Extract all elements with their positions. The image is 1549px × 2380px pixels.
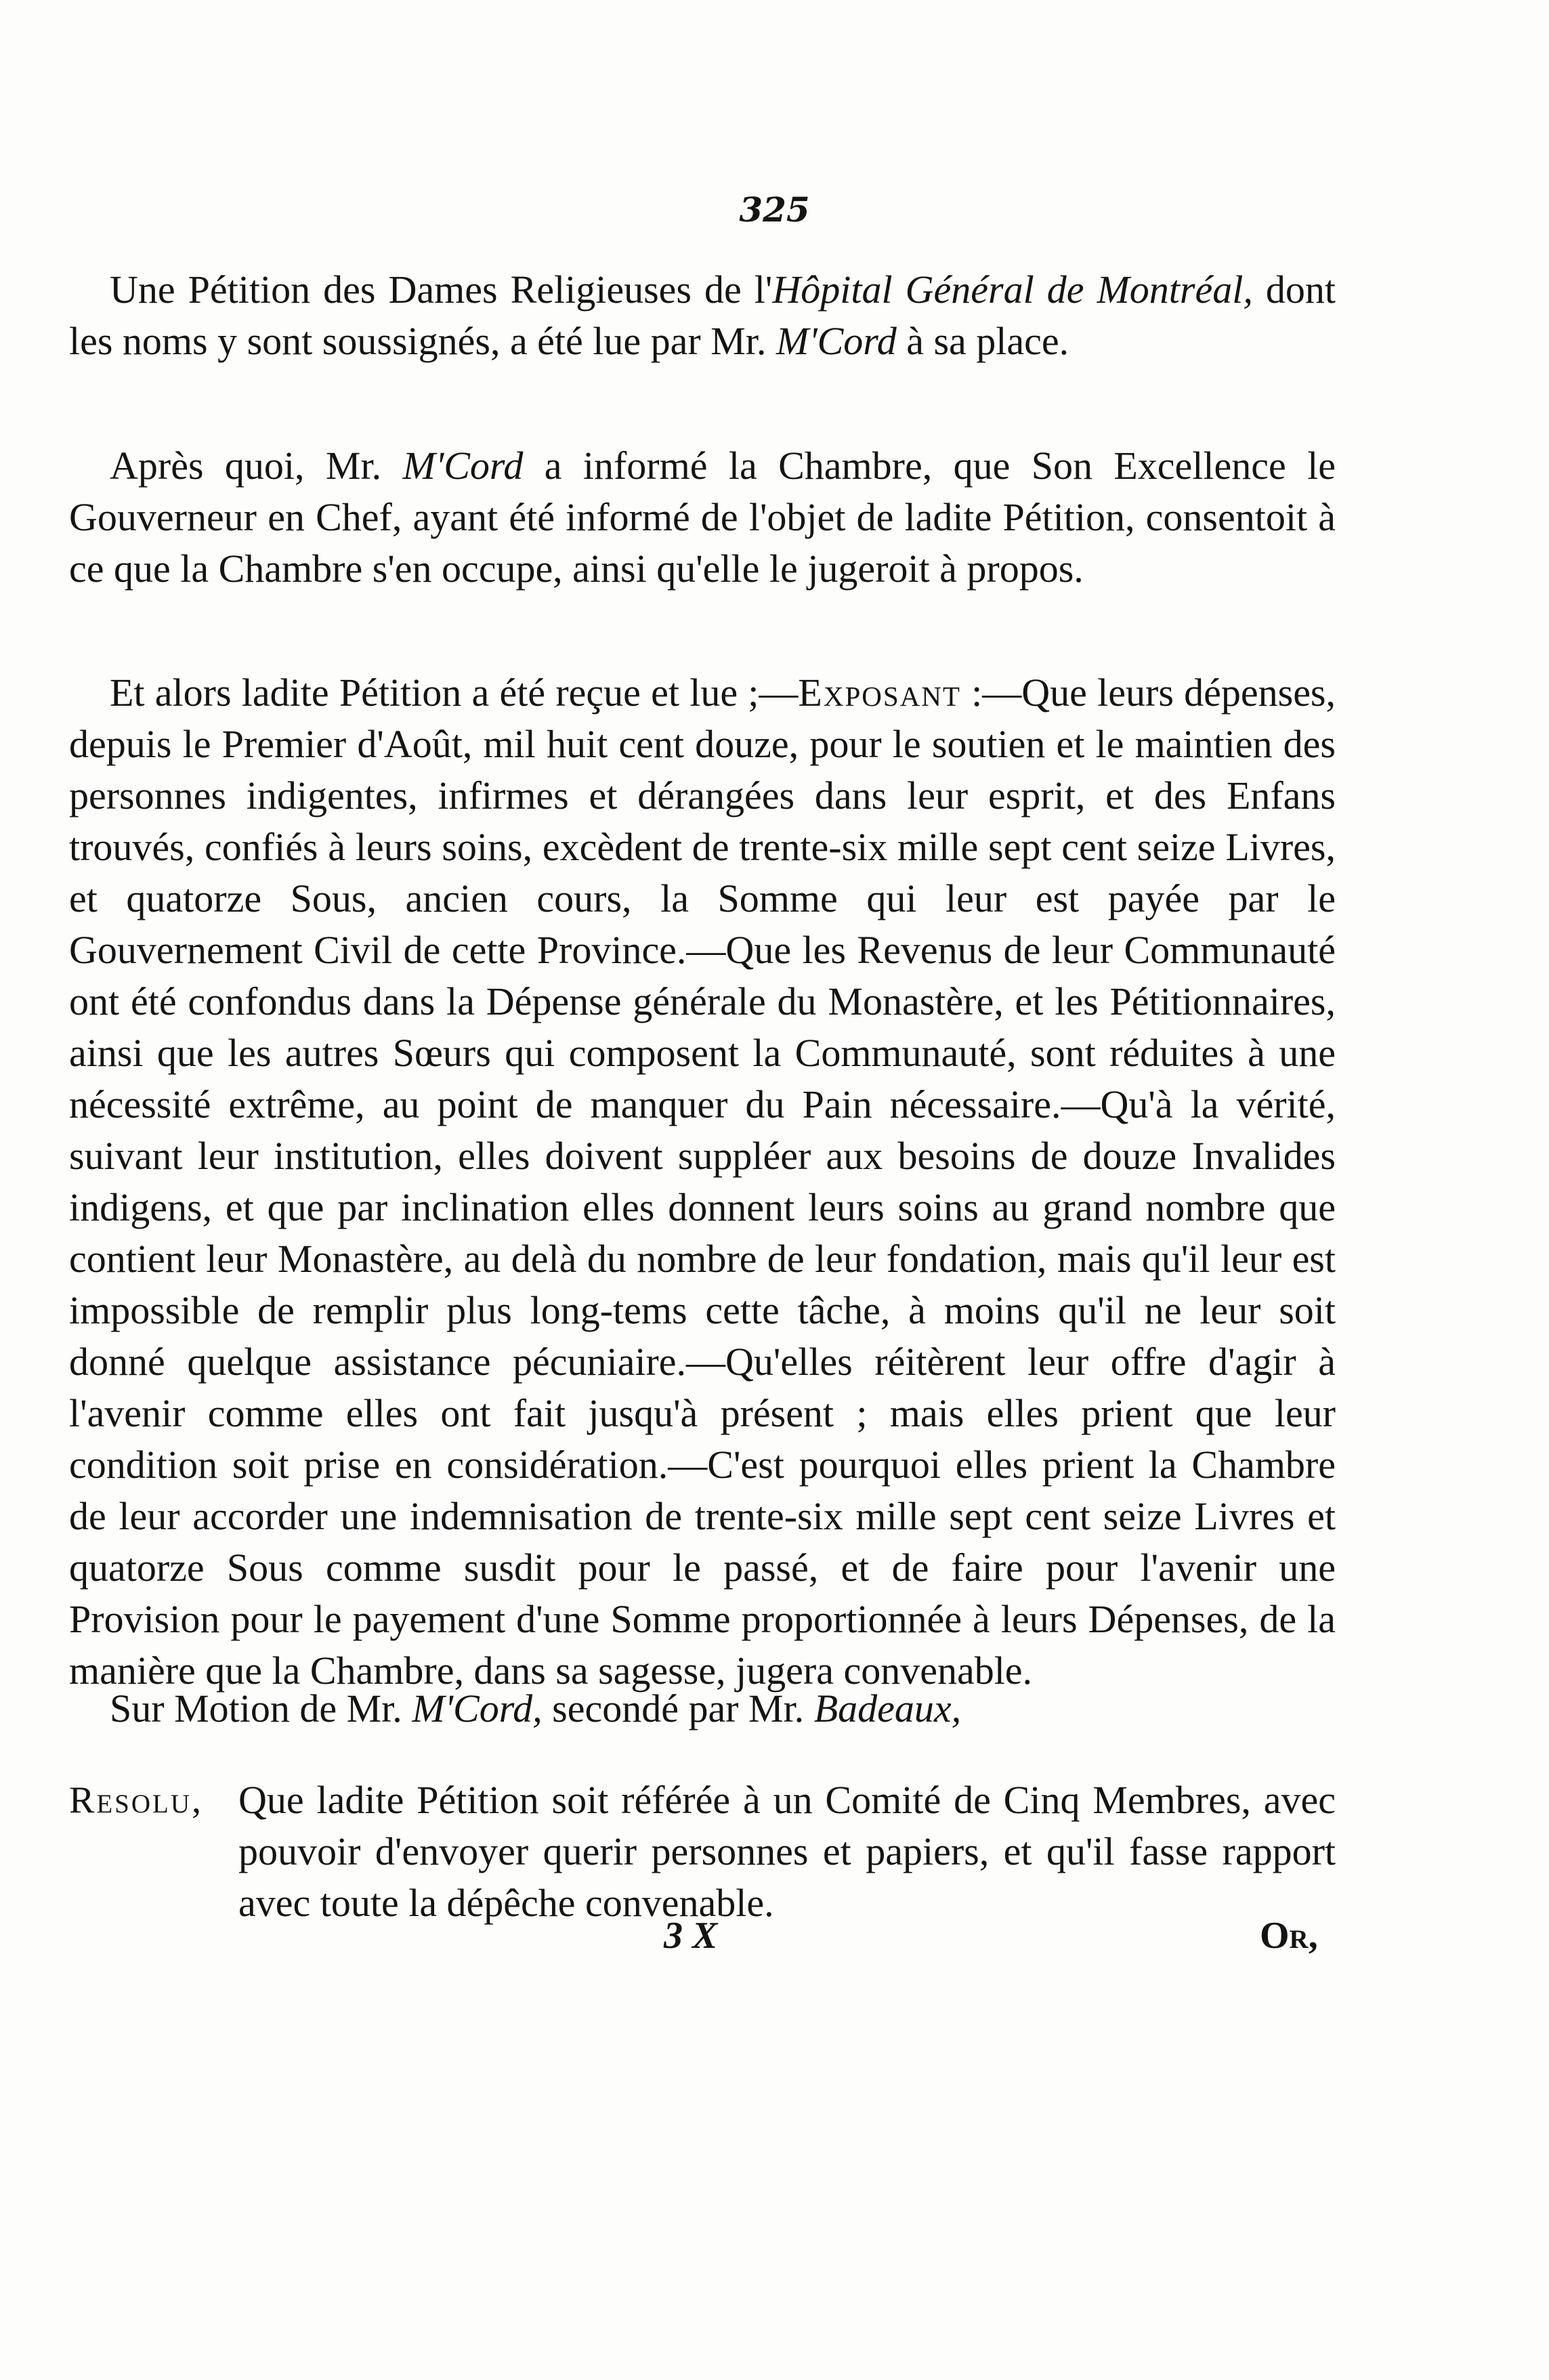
text-run: a informé la Chambre, que Son Excellence le Gouverneur en Chef, ayant été informé de l'objet de ladite Pétition, consentoit à ce que la Chambre s'en occupe, ainsi qu'elle le jugeroit à propos. [69,444,1336,591]
text-run-italic: M'Cord, [412,1686,543,1730]
signature-mark: 3 X [664,1915,718,1957]
paragraph-petition-content [69,667,1336,1697]
paragraph-governor-consent [69,440,1336,595]
text-run: :—Que leurs dépenses, depuis le Premier d'Août, mil huit cent douze, pour le soutien et le maintien des personnes indigentes, infirmes et dérangées dans leur esprit, et des Enfans trouvés, confiés à leurs soins, excèdent de trente-six mille sept cent seize Livres, et quatorze Sous, ancien cours, la Somme qui leur est payée par le Gouvernement Civil de cette Province.—Que les Revenus de leur Communauté ont été confondus dans la Dépense générale du Monastère, et les Pétitionnaires, ainsi que les autres Sœurs qui composent la Communauté, sont réduites à une nécessité extrême, au point de manquer du Pain nécessaire.—Qu'à la vérité, suivant leur institution, elles doivent suppléer aux besoins de douze Invalides indigens, et que par inclination elles donnent leurs soins au grand nombre que contient leur Monastère, au delà du nombre de leur fondation, mais qu'il leur est impossible de remplir plus long-tems cette tâche, à moins qu'il ne leur soit donné quelque assistance pécuniaire.—Qu'elles réitèrent leur offre d'agir à l'avenir comme elles ont fait jusqu'à présent ; mais elles prient que leur condition soit prise en considération.—C'est pourquoi elles prient la Chambre de leur accorder une indemnisation de trente-six mille sept cent seize Livres et quatorze Sous comme susdit pour le passé, et de faire pour l'avenir une Provision pour le payement d'une Somme proportionnée à leurs Dépenses, de la manière que la Chambre, dans sa sagesse, jugera convenable. [69,671,1336,1693]
text-run-italic: M'Cord [402,444,524,488]
text-run-italic: Hôpital Général de Montréal, [772,268,1253,312]
text-run-small-caps: Exposant [798,671,961,715]
paragraph-petition-read [69,264,1336,367]
resolu-text: Que ladite Pétition soit référée à un Comité de Cinq Membres, avec pouvoir d'envoyer querir personnes et papiers, et qu'il fasse rapport avec toute la dépêche convenable. [238,1778,1336,1925]
text-run: dont les noms y sont soussignés, a été lue par Mr. [69,268,1336,363]
text-run: à sa place. [896,319,1069,363]
catchword: Or, [1260,1915,1318,1957]
resolu-label: Resolu, [69,1779,204,1821]
text-run: secondé par Mr. [542,1686,814,1730]
text-run-italic: M'Cord [776,319,897,363]
page-number: 325 [739,190,810,230]
text-run: Une Pétition des Dames Religieuses de l' [110,268,773,312]
text-run-italic: Badeaux, [813,1686,962,1730]
text-run: Sur Motion de Mr. [110,1686,412,1730]
text-run: Après quoi, Mr. [110,444,403,488]
text-run: Et alors ladite Pétition a été reçue et lue ;— [110,671,799,715]
paragraph-motion [69,1683,1336,1735]
